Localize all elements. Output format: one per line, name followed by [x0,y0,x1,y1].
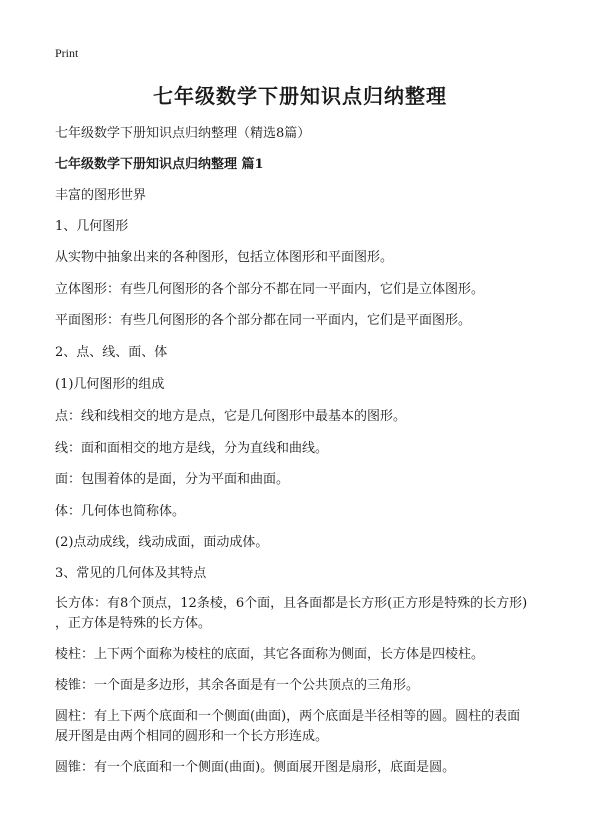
text-line: 丰富的图形世界 [55,188,147,203]
text-line: 平面图形：有些几何图形的各个部分都在同一平面内，它们是平面图形。 [55,313,472,328]
text-line: 1、几何图形 [55,219,129,234]
section-heading: 七年级数学下册知识点归纳整理 篇1 [55,157,264,172]
text-line: 3、常见的几何体及其特点 [55,566,207,581]
text-line: 立体图形：有些几何图形的各个部分不都在同一平面内，它们是立体图形。 [55,282,485,297]
document-subtitle: 七年级数学下册知识点归纳整理（精选8篇） [55,126,311,141]
text-line: (1)几何图形的组成 [55,377,165,392]
text-line: (2)点动成线，线动成面，面动成体。 [55,535,269,550]
document-title: 七年级数学下册知识点归纳整理 [153,84,447,108]
text-line: 展开图是由两个相同的圆形和一个长方形连成。 [55,729,329,744]
text-line: 线：面和面相交的地方是线，分为直线和曲线。 [55,441,329,456]
text-line: ，正方体是特殊的长方体。 [55,616,212,631]
text-line: 体：几何体也简称体。 [55,504,186,519]
text-line: 棱锥：一个面是多边形，其余各面是有一个公共顶点的三角形。 [55,678,420,693]
text-line: 棱柱：上下两个面称为棱柱的底面，其它各面称为侧面，长方体是四棱柱。 [55,647,485,662]
text-line: 圆锥：有一个底面和一个侧面(曲面)。侧面展开图是扇形，底面是圆。 [55,760,456,775]
text-line: 2、点、线、面、体 [55,345,168,360]
text-line: 圆柱：有上下两个底面和一个侧面(曲面)，两个底面是半径相等的圆。圆柱的表面 [55,709,521,724]
text-line: 面：包围着体的是面，分为平面和曲面。 [55,472,290,487]
text-line: 长方体：有8个顶点，12条棱，6个面，且各面都是长方形(正方形是特殊的长方形) [55,596,528,611]
text-line: 从实物中抽象出来的各种图形，包括立体图形和平面图形。 [55,250,394,265]
print-label: Print [55,46,79,60]
text-line: 点：线和线相交的地方是点，它是几何图形中最基本的图形。 [55,409,407,424]
